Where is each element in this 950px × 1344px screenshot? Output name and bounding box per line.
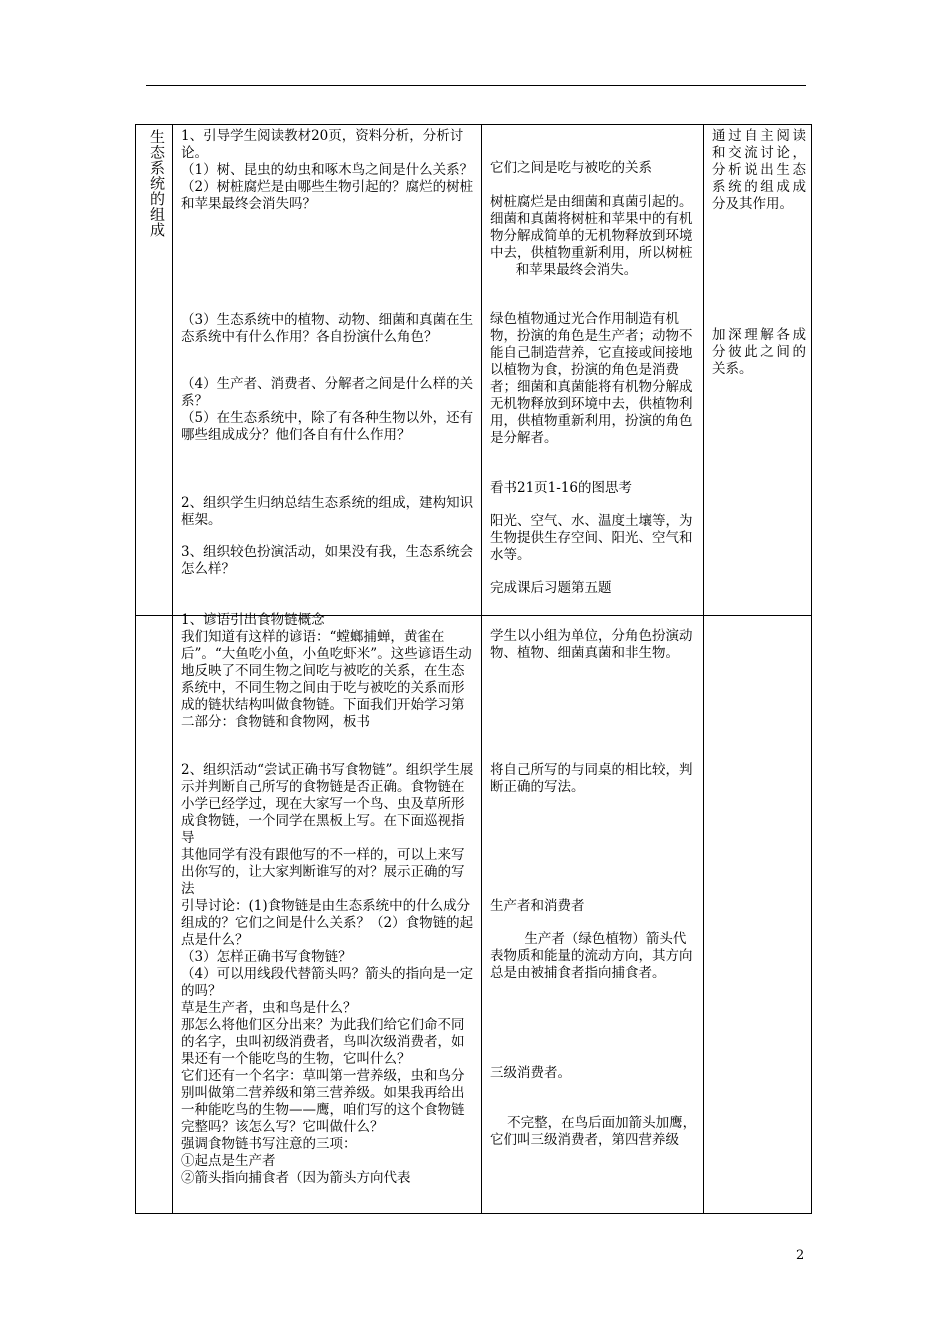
student-role-play: 学生以小组为单位，分角色扮演动物、植物、细菌真菌和非生物。: [490, 628, 693, 661]
column-divider-student: [703, 125, 704, 1213]
column-divider-topic: [172, 125, 173, 1213]
column-divider-teacher: [481, 125, 482, 1213]
student-answer-components: 生产者和消费者: [490, 898, 585, 914]
student-answer-consumer-level: 三级消费者。: [490, 1065, 571, 1081]
student-answer-nonliving: 阳光、空气、水、温度土壤等，为生物提供生存空间、阳光、空气和水等。: [490, 513, 693, 563]
teacher-activity-summary: 2、组织学生归纳总结生态系统的组成，建构知识框架。: [181, 495, 474, 528]
page-number: 2: [796, 1248, 805, 1263]
student-reading-task: 看书21页1-16的图思考: [490, 480, 633, 496]
student-answer-relationship: 它们之间是吃与被吃的关系: [490, 160, 652, 176]
teacher-food-chain-intro: 1、谚语引出食物链概念 我们知道有这样的谚语：“螳螂捕蝉，黄雀在后”。“大鱼吃小鱼，小鱼吃虾米”。这些谚语生动地反映了不同生物之间吃与被吃的关系，在生态系统中，不同生物之间由于吃与被吃的关系而形成的链状结构叫做食物链。下面我们开始学习第二部分：食物链和食物网，板书: [181, 612, 472, 730]
student-homework: 完成课后习题第五题: [490, 580, 612, 596]
student-answer-arrow-direction: 生产者（绿色植物）箭头代表物质和能量的流动方向，其方向总是由被捕食者指向捕食者。: [490, 931, 693, 981]
teacher-question-roles: （3）生态系统中的植物、动物、细菌和真菌在生态系统中有什么作用？各自扮演什么角色？: [181, 312, 474, 345]
goal-relationships: 加深理解各成分彼此之间的关系。: [712, 327, 806, 377]
teacher-food-chain-activity: 2、组织活动“尝试正确书写食物链”。组织学生展示并判断自己所写的食物链是否正确。食物链在小学已经学过，现在大家写一个鸟、虫及草所形成食物链，一个同学在黑板上写。在下面巡视指导 其他同学有没有跟他写的不一样的，可以上来写出你写的，让大家判断谁写的对？展示正确的写法 引导讨论：(1)食物链是由生态系统中的什么成分组成的？它们之间是什么关系？（2）食物链的起点是什么？ （3）怎样正确书写食物链？ （4）可以用线段代替箭头吗？箭头的指向是一定的吗？ 草是生产者，虫和鸟是什么？ 那怎么将他们区分出来？为此我们给它们命不同的名字，虫叫初级消费者，鸟叫次级消费者，如果还有一个能吃鸟的生物，它叫什么？ 它们还有一个名字：草叫第一营养级，虫和鸟分别叫做第二营养级和第三营养级。如果我再给出一种能吃鸟的生物——鹰，咱们写的这个食物链完整吗？该怎么写？它叫做什么？ 强调食物链书写注意的三项： ①起点是生产者 ②箭头指向捕食者（因为箭头方向代表: [181, 762, 474, 1186]
teacher-activity-reading-discussion: 1、引导学生阅读教材20页，资料分析，分析讨论。 （1）树、昆虫的幼虫和啄木鸟之间是什么关系？ （2）树桩腐烂是由哪些生物引起的？腐烂的树桩和苹果最终会消失吗？: [181, 128, 474, 212]
header-rule: [146, 85, 806, 86]
topic-label: 生态系统的组成: [148, 129, 166, 238]
student-answer-roles: 绿色植物通过光合作用制造有机物，扮演的角色是生产者；动物不能自己制造营养，它直接或间接地以植物为食，扮演的角色是消费者；细菌和真菌能将有机物分解成无机物释放到环境中去，供植物利用，供植物重新利用，扮演的角色是分解者。: [490, 311, 693, 446]
lesson-table: [135, 124, 812, 1214]
goal-composition: 通过自主阅读和交流讨论，分析说出生态系统的组成成分及其作用。: [712, 128, 806, 212]
teacher-activity-role-play: 3、组织较色扮演活动，如果没有我，生态系统会怎么样？: [181, 544, 474, 577]
student-answer-eagle: 不完整，在鸟后面加箭头加鹰，它们叫三级消费者，第四营养级: [490, 1115, 697, 1148]
student-answer-decomposition: 树桩腐烂是由细菌和真菌引起的。细菌和真菌将树桩和苹果中的有机物分解成简单的无机物释放到环境中去，供植物重新利用，所以树桩 和苹果最终会消失。: [490, 194, 693, 278]
teacher-question-relations: （4）生产者、消费者、分解者之间是什么样的关系？ （5）在生态系统中，除了有各种生物以外，还有哪些组成成分？他们各自有什么作用？: [181, 376, 474, 443]
student-compare-chains: 将自己所写的与同桌的相比较，判断正确的写法。: [490, 762, 693, 795]
